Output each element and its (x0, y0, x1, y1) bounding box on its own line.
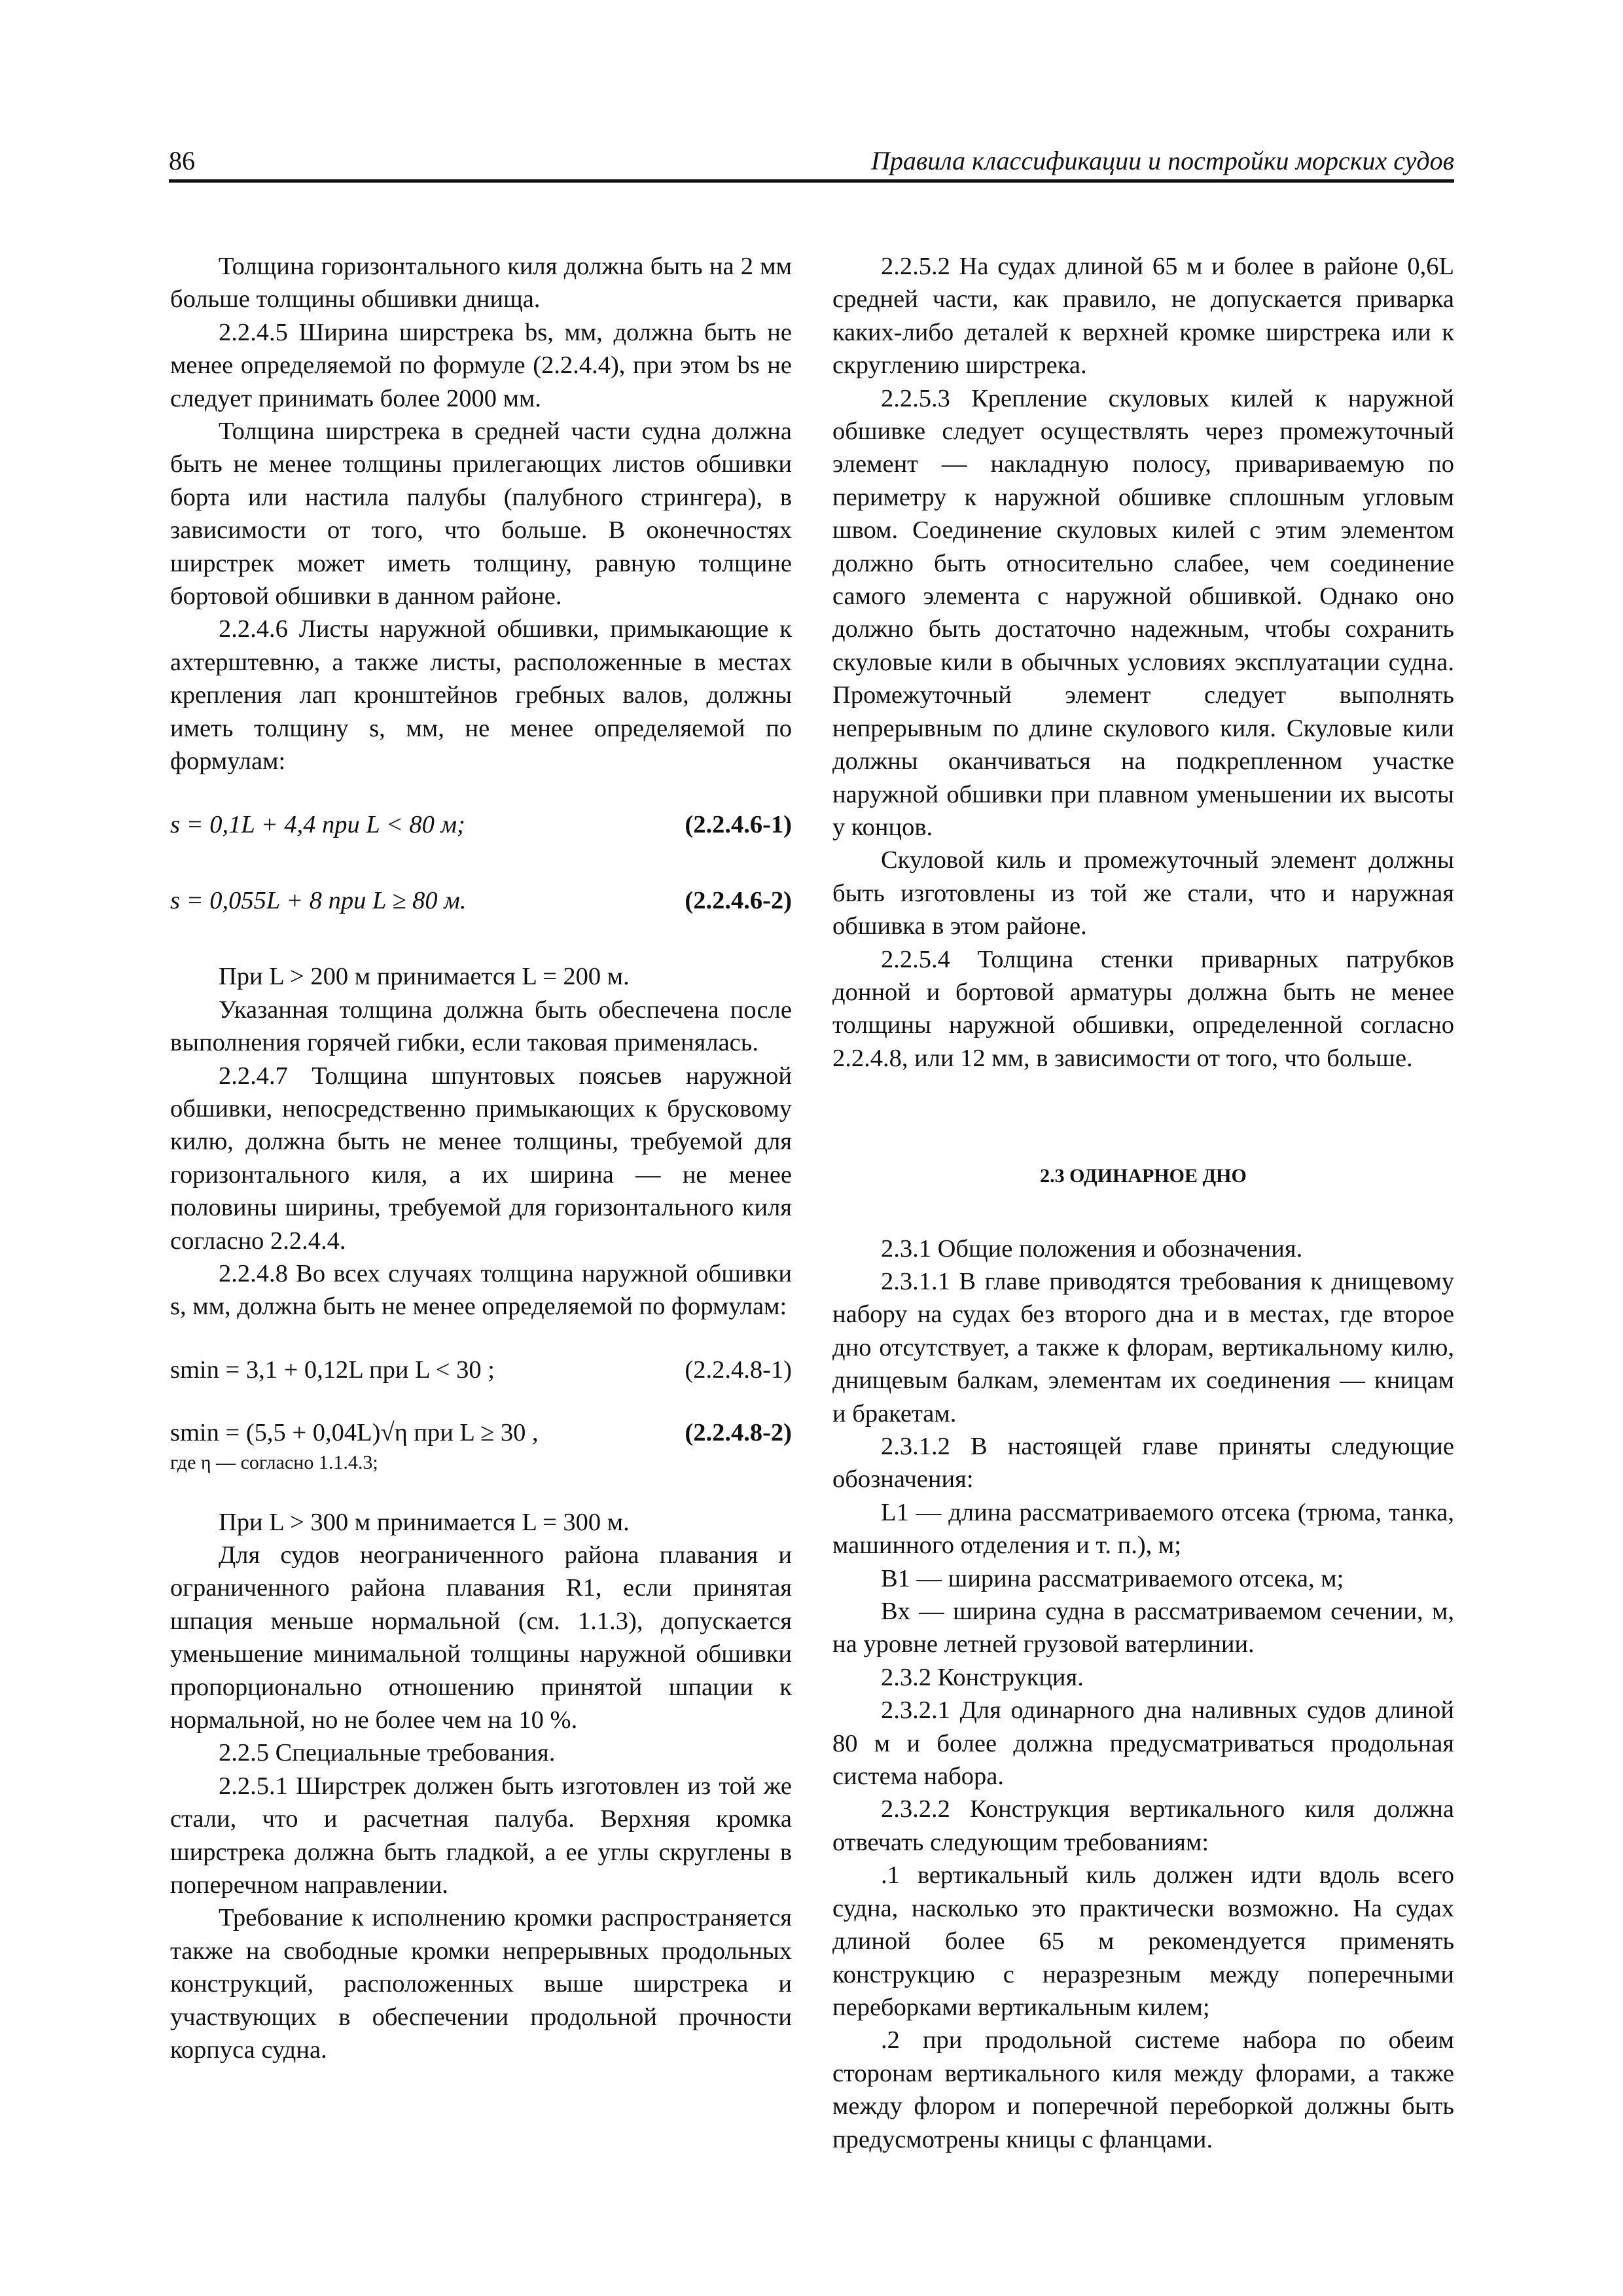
running-title: Правила классификации и постройки морских судов (870, 146, 1454, 175)
formula-number: (2.2.4.6-2) (685, 886, 792, 914)
formula-number: (2.2.4.8-2) (685, 1419, 792, 1447)
formula-number: (2.2.4.8-1) (685, 1355, 792, 1384)
formula-expression: smin = (5,5 + 0,04L)√η при L ≥ 30 , (170, 1419, 539, 1447)
section-2-3-2-title: 2.3.2 Конструкция. (881, 1663, 1084, 1691)
paragraph: Требование к исполнению кромки распространяется также на свободные кромки непрерывных продольных конструкций, расположенных выше ширстрека и участвующих в обеспечении продольной прочности корпуса судна. (170, 1904, 792, 2064)
formula-note: где η — согласно 1.1.4.3; (170, 1451, 378, 1473)
paragraph: Для судов неограниченного района плавания и ограниченного района плавания R1, если принятая шпация меньше нормальной (см. 1.1.3), допускается уменьшение минимальной толщины наружной обшивки пропорционально отношению принятой шпации к нормальной, но не более чем на 10 %. (170, 1541, 792, 1734)
clause-2-2-4-6: 2.2.4.6 Листы наружной обшивки, примыкающие к ахтерштевню, а также листы, расположенные в местах крепления лап кронштейнов гребных валов, должны иметь толщину s, мм, не менее определяемой по формулам: (170, 615, 792, 776)
paragraph: Указанная толщина должна быть обеспечена после выполнения горячей гибки, если таковая применялась. (170, 996, 792, 1057)
clause-2-2-5-4: 2.2.5.4 Толщина стенки приварных патрубков донной и бортовой арматуры должна быть не менее толщины наружной обшивки, определенной согласно 2.2.4.8, или 12 мм, в зависимости от того, что больше. (832, 945, 1454, 1072)
left-column (170, 250, 792, 2067)
paragraph: Толщина горизонтального киля должна быть на 2 мм больше толщины обшивки днища. (170, 253, 792, 314)
definition-Bx: Bx — ширина судна в рассматриваемом сечении, м, на уровне летней грузовой ватерлинии. (832, 1598, 1454, 1659)
paragraph: При L > 200 м принимается L = 200 м. (219, 963, 630, 991)
clause-2-2-4-7: 2.2.4.7 Толщина шпунтовых поясьев наружной обшивки, непосредственно примыкающих к брусковому килю, должна быть не менее толщины, требуемой для горизонтального киля, а их ширина — не менее половины ширины, требуемой для горизонтального киля согласно 2.2.4.4. (170, 1062, 792, 1255)
formula-expression: s = 0,055L + 8 при L ≥ 80 м. (170, 886, 467, 914)
list-item-2: .2 при продольной системе набора по обеим сторонам вертикального киля между флорами, а также между флором и поперечной переборкой должны быть предусмотрены кницы с фланцами. (832, 2026, 1454, 2153)
formula-2-2-4-6-1 (170, 808, 792, 841)
right-column (832, 250, 1454, 2156)
formula-expression: smin = 3,1 + 0,12L при L < 30 ; (170, 1355, 495, 1384)
header-rule (169, 179, 1454, 183)
clause-2-3-2-2: 2.3.2.2 Конструкция вертикального киля должна отвечать следующим требованиям: (832, 1795, 1454, 1856)
clause-2-2-5-1: 2.2.5.1 Ширстрек должен быть изготовлен из той же стали, что и расчетная палуба. Верхняя кромка ширстрека должна быть гладкой, а ее углы скруглены в поперечном направлении. (170, 1772, 792, 1899)
formula-2-2-4-6-2 (170, 884, 792, 917)
formula-2-2-4-8-2 (170, 1416, 792, 1449)
clause-2-3-1-2: 2.3.1.2 В настоящей главе приняты следующие обозначения: (832, 1433, 1454, 1494)
clause-2-2-4-5: 2.2.4.5 Ширина ширстрека bs, мм, должна быть не менее определяемой по формуле (2.2.4.4), при этом bs не следует принимать более 2000 мм. (170, 318, 792, 412)
list-item-1: .1 вертикальный киль должен идти вдоль всего судна, насколько это практически возможно. На судах длиной более 65 м рекомендуется применять конструкцию с неразрезным между поперечными переборками вертикальным килем; (832, 1861, 1454, 2021)
section-heading-2-3: 2.3 ОДИНАРНОЕ ДНО (1040, 1165, 1247, 1187)
definition-L1: L1 — длина рассматриваемого отсека (трюма, танка, машинного отделения и т. п.), м; (832, 1498, 1454, 1560)
paragraph: Скуловой киль и промежуточный элемент должны быть изготовлены из той же стали, что и наружная обшивка в этом районе. (832, 846, 1454, 941)
clause-2-3-1-1: 2.3.1.1 В главе приводятся требования к днищевому набору на судах без второго дна и в местах, где второе дно отсутствует, а также к флорам, вертикальному килю, днищевым балкам, элементам их соединения — кницам и бракетам. (832, 1267, 1454, 1427)
definition-B1: B1 — ширина рассматриваемого отсека, м; (881, 1564, 1344, 1592)
page-number: 86 (169, 146, 195, 175)
clause-2-2-4-8: 2.2.4.8 Во всех случаях толщина наружной обшивки s, мм, должна быть не менее определяемой по формулам: (170, 1259, 792, 1321)
formula-number: (2.2.4.6-1) (685, 810, 792, 838)
clause-2-2-5-2: 2.2.5.2 На судах длиной 65 м и более в районе 0,6L средней части, как правило, не допускается приварка каких-либо деталей к верхней кромке ширстрека или к скруглению ширстрека. (832, 253, 1454, 380)
paragraph: Толщина ширстрека в средней части судна должна быть не менее толщины прилегающих листов обшивки борта или настила палубы (палубного стрингера), в зависимости от того, что больше. В оконечностях ширстрек может иметь толщину, равную толщине бортовой обшивки в данном районе. (170, 418, 792, 611)
section-2-3-1-title: 2.3.1 Общие положения и обозначения. (881, 1234, 1303, 1263)
clause-2-3-2-1: 2.3.2.1 Для одинарного дна наливных судов длиной 80 м и более должна предусматриваться продольная система набора. (832, 1696, 1454, 1791)
formula-2-2-4-8-1 (170, 1354, 792, 1386)
formula-expression: s = 0,1L + 4,4 при L < 80 м; (170, 810, 465, 838)
section-2-2-5-title: 2.2.5 Специальные требования. (219, 1739, 556, 1767)
paragraph: При L > 300 м принимается L = 300 м. (219, 1508, 630, 1536)
clause-2-2-5-3: 2.2.5.3 Крепление скуловых килей к наружной обшивке следует осуществлять через промежуточный элемент — накладную полосу, привариваемую по периметру к наружной обшивке сплошным угловым швом. Соединение скуловых килей с этим элементом должно быть относительно слабее, чем соединение самого элемента с наружной обшивкой. Однако оно должно быть достаточно надежным, чтобы сохранить скуловые кили в обычных условиях эксплуатации судна. Промежуточный элемент следует выполнять непрерывным по длине скулового киля. Скуловые кили должны оканчиваться на подкрепленном участке наружной обшивки при плавном уменьшении их высоты у концов. (832, 384, 1454, 841)
